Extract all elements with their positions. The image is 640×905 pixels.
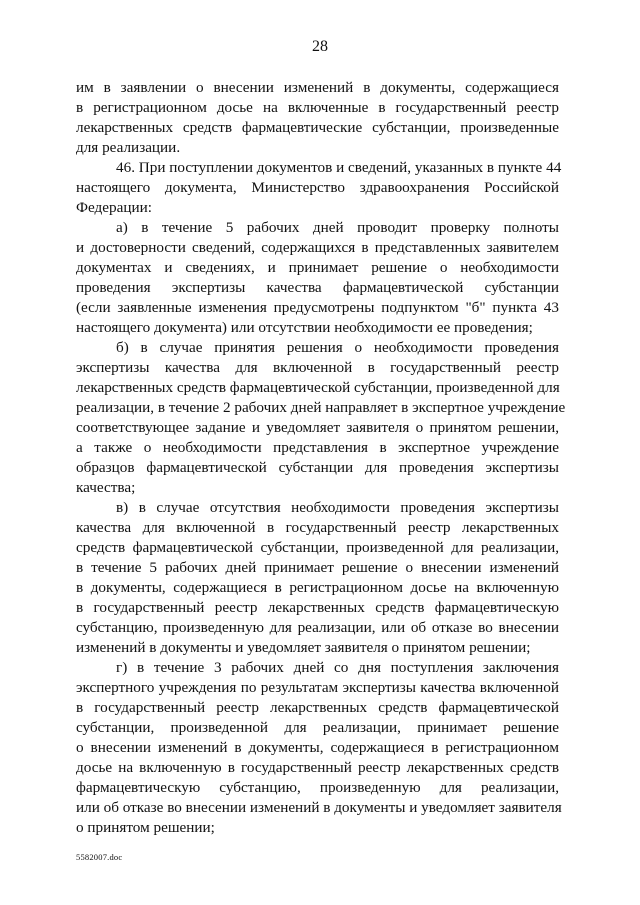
text-line: проведения экспертизы качества фармацевтической субстанции xyxy=(76,279,559,296)
text-line: документах и сведениях, и принимает решение о необходимости xyxy=(76,259,559,276)
text-line: а) в течение 5 рабочих дней проводит проверку полноты xyxy=(116,219,559,236)
text-line: образцов фармацевтической субстанции для проведения экспертизы xyxy=(76,459,559,476)
text-line: о внесении изменений в документы, содержащиеся в регистрационном xyxy=(76,739,559,756)
text-line: средств фармацевтической субстанции, произведенной для реализации, xyxy=(76,539,559,556)
text-line: реализации, в течение 2 рабочих дней направляет в экспертное учреждение xyxy=(76,399,566,416)
file-reference: 5582007.doc xyxy=(76,852,123,862)
text-line: изменений в документы и уведомляет заявителя о принятом решении; xyxy=(76,639,531,656)
page-number: 28 xyxy=(312,38,328,55)
text-line: фармацевтическую субстанцию, произведенную для реализации, xyxy=(76,779,559,796)
text-line: 46. При поступлении документов и сведений, указанных в пункте 44 xyxy=(116,159,562,176)
text-line: Федерации: xyxy=(76,199,152,216)
text-line: для реализации. xyxy=(76,139,181,156)
text-line: или об отказе во внесении изменений в документы и уведомляет заявителя xyxy=(76,799,562,816)
text-line: соответствующее задание и уведомляет заявителя о принятом решении, xyxy=(76,419,559,436)
text-line: субстанции, произведенной для реализации, принимает решение xyxy=(76,719,559,736)
text-line: (если заявленные изменения предусмотрены подпунктом "б" пункта 43 xyxy=(76,299,559,316)
text-line: в) в случае отсутствия необходимости проведения экспертизы xyxy=(116,499,559,516)
text-line: лекарственных средств фармацевтической субстанции, произведенной для xyxy=(76,379,560,396)
text-line: и достоверности сведений, содержащихся в представленных заявителем xyxy=(76,239,559,256)
text-line: экспертизы качества для включенной в государственный реестр xyxy=(76,359,559,376)
text-line: досье на включенную в государственный реестр лекарственных средств xyxy=(76,759,559,776)
text-line: лекарственных средств фармацевтические субстанции, произведенные xyxy=(76,119,559,136)
text-line: в регистрационном досье на включенные в государственный реестр xyxy=(76,99,559,116)
text-line: в государственный реестр лекарственных средств фармацевтической xyxy=(76,699,559,716)
text-line: в течение 5 рабочих дней принимает решение о внесении изменений xyxy=(76,559,559,576)
text-line: в государственный реестр лекарственных средств фармацевтическую xyxy=(76,599,559,616)
text-line: субстанцию, произведенную для реализации, или об отказе во внесении xyxy=(76,619,559,636)
text-line: в документы, содержащиеся в регистрационном досье на включенную xyxy=(76,579,559,596)
text-line: качества для включенной в государственный реестр лекарственных xyxy=(76,519,559,536)
text-line: настоящего документа, Министерство здравоохранения Российской xyxy=(76,179,559,196)
text-line: г) в течение 3 рабочих дней со дня поступления заключения xyxy=(116,659,559,676)
text-line: настоящего документа) или отсутствии необходимости ее проведения; xyxy=(76,319,533,336)
text-line: а также о необходимости представления в экспертное учреждение xyxy=(76,439,559,456)
text-line: им в заявлении о внесении изменений в документы, содержащиеся xyxy=(76,79,559,96)
text-line: экспертного учреждения по результатам экспертизы качества включенной xyxy=(76,679,559,696)
text-line: о принятом решении; xyxy=(76,819,215,836)
text-line: качества; xyxy=(76,479,136,496)
text-line: б) в случае принятия решения о необходимости проведения xyxy=(116,339,559,356)
